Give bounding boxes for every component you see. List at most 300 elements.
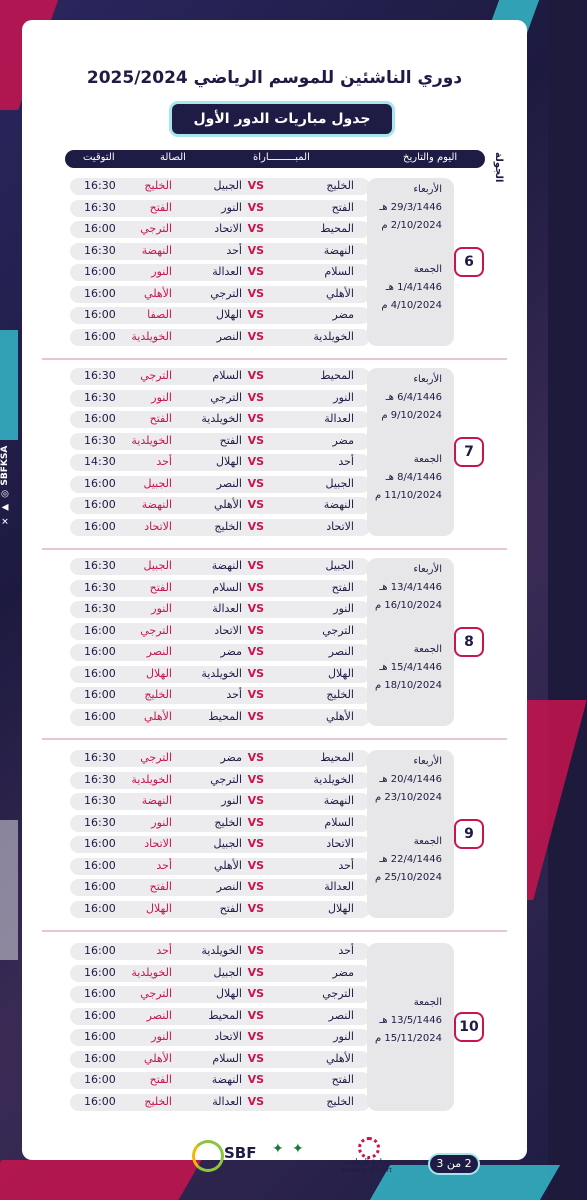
match-team-home: العدالة [324, 412, 354, 425]
match-row [70, 454, 370, 471]
match-team-home: الترجي [322, 987, 354, 1000]
round-date-box [367, 943, 454, 1111]
match-row [70, 558, 370, 575]
footer-logos [172, 1135, 402, 1175]
match-team-home: الخويلدية [313, 329, 354, 343]
match-time: 16:00 [84, 519, 116, 533]
match-row [70, 601, 370, 618]
match-row [70, 1051, 370, 1068]
match-venue: النور [151, 265, 172, 278]
match-team-away: الفتح [219, 433, 242, 447]
match-row [70, 390, 370, 407]
match-team-away: الهلال [215, 455, 242, 468]
match-team-away: الخليج [214, 815, 242, 829]
match-team-away: الخويلدية [201, 666, 242, 680]
page-subtitle: جدول مباريات الدور الأول [193, 111, 371, 127]
match-row [70, 178, 370, 195]
match-row [70, 858, 370, 875]
round-date-box [367, 750, 454, 918]
match-team-away: الأهلي [214, 498, 242, 511]
match-team-away: مضر [220, 645, 242, 658]
vs-label: VS [247, 666, 264, 680]
match-team-away: العدالة [212, 265, 242, 278]
match-row [70, 879, 370, 896]
round-date-line: 2/10/2024 م [381, 220, 442, 231]
match-row [70, 307, 370, 324]
round-separator [42, 358, 507, 360]
round-date-line: الجمعة [413, 644, 442, 655]
match-team-home: مضر [332, 433, 354, 447]
match-team-away: النهضة [211, 559, 242, 572]
match-row [70, 243, 370, 260]
match-row [70, 1072, 370, 1089]
round-number-badge: 8 [454, 627, 484, 657]
round-date-line: 1/4/1446 هـ [385, 282, 442, 293]
round-date-box [367, 558, 454, 726]
match-time: 16:00 [84, 1073, 116, 1086]
round-date-line: 29/3/1446 هـ [379, 202, 442, 213]
round-date-line: 6/4/1446 هـ [385, 392, 442, 403]
match-row [70, 623, 370, 640]
match-team-away: الفتح [219, 901, 242, 915]
match-time: 16:00 [84, 265, 116, 278]
vs-label: VS [247, 688, 264, 701]
vs-label: VS [247, 179, 264, 192]
match-team-home: الأهلي [326, 1051, 354, 1065]
match-time: 16:00 [84, 308, 116, 321]
round-date-line: 4/10/2024 م [381, 300, 442, 311]
palm-swords-icon: ✦ [292, 1141, 304, 1157]
match-team-away: الجبيل [213, 837, 242, 850]
match-time: 16:30 [84, 433, 116, 447]
match-team-home: السلام [324, 815, 354, 829]
match-time: 16:00 [84, 329, 116, 343]
vs-label: VS [247, 308, 264, 321]
match-time: 16:00 [84, 709, 116, 723]
match-time: 16:00 [84, 498, 116, 511]
round-date-box [367, 178, 454, 346]
round-date-line: 23/10/2024 م [374, 792, 442, 803]
match-row [70, 709, 370, 726]
match-time: 16:30 [84, 772, 116, 786]
vs-label: VS [247, 837, 264, 850]
match-time: 16:00 [84, 901, 116, 915]
header-round: الجولة [493, 152, 504, 183]
match-team-home: الفتح [331, 580, 354, 594]
match-team-away: الخويلدية [201, 944, 242, 957]
vs-label: VS [247, 476, 264, 490]
match-team-away: الاتحاد [214, 222, 242, 235]
round-date-line: الجمعة [413, 264, 442, 275]
match-time: 16:00 [84, 476, 116, 490]
match-row [70, 200, 370, 217]
match-team-away: الترجي [210, 286, 242, 300]
vs-label: VS [247, 286, 264, 300]
page-indicator: 2 من 3 [430, 1155, 478, 1173]
match-venue: الجبيل [143, 559, 172, 572]
match-team-away: الخليج [214, 519, 242, 533]
vs-label: VS [247, 498, 264, 511]
youtube-icon: ▶ [0, 501, 10, 512]
round-date-line: 16/10/2024 م [374, 600, 442, 611]
match-team-away: الترجي [210, 772, 242, 786]
match-time: 16:00 [84, 1008, 116, 1022]
match-row [70, 666, 370, 683]
match-venue: الأهلي [144, 1051, 172, 1065]
round-number-badge: 9 [454, 819, 484, 849]
olympic-logos [272, 1141, 312, 1169]
match-venue: الهلال [145, 901, 172, 915]
subtitle-banner [172, 104, 392, 134]
vs-label: VS [247, 1094, 264, 1108]
match-team-away: النهضة [211, 1073, 242, 1086]
vs-label: VS [247, 369, 264, 382]
match-venue: الفتح [149, 412, 172, 425]
match-team-home: الجبيل [325, 559, 354, 572]
match-team-home: المحيط [320, 751, 354, 764]
round-date-line: الجمعة [413, 454, 442, 465]
match-team-away: النصر [216, 329, 242, 343]
match-row [70, 329, 370, 346]
match-team-home: أحد [338, 455, 354, 468]
match-team-home: الفتح [331, 200, 354, 214]
match-time: 16:00 [84, 944, 116, 957]
match-time: 16:30 [84, 815, 116, 829]
round-date-line: 15/11/2024 م [374, 1033, 442, 1044]
round-date-line: الأربعاء [413, 184, 442, 195]
match-team-away: الاتحاد [214, 623, 242, 637]
page-title: دوري الناشئين للموسم الرياضي 2025/2024 [86, 68, 463, 88]
vs-label: VS [247, 602, 264, 615]
vs-label: VS [247, 433, 264, 447]
round-separator [42, 738, 507, 740]
vs-label: VS [247, 815, 264, 829]
match-team-home: النهضة [323, 243, 354, 257]
match-team-home: الهلال [327, 666, 354, 680]
round-date-line: 13/4/1446 هـ [379, 582, 442, 593]
match-venue: الفتح [149, 880, 172, 893]
header-match: المبـــــــــاراة [253, 152, 310, 163]
vs-label: VS [247, 455, 264, 468]
match-row [70, 519, 370, 536]
match-venue: الصفا [147, 308, 172, 321]
vs-label: VS [247, 329, 264, 343]
vs-label: VS [247, 709, 264, 723]
match-row [70, 580, 370, 597]
decor-stripe [0, 330, 18, 440]
match-team-home: الترجي [322, 623, 354, 637]
vs-label: VS [247, 772, 264, 786]
instagram-icon: ◎ [0, 488, 10, 499]
vs-label: VS [247, 222, 264, 235]
match-team-home: النور [333, 602, 354, 615]
match-team-home: الخويلدية [313, 772, 354, 786]
match-time: 16:00 [84, 1051, 116, 1065]
match-time: 16:00 [84, 222, 116, 235]
match-team-home: مضر [332, 308, 354, 321]
match-row [70, 411, 370, 428]
match-team-home: النهضة [323, 794, 354, 807]
social-handle [0, 440, 22, 530]
match-row [70, 901, 370, 918]
round-date-line: الجمعة [413, 997, 442, 1008]
match-team-away: العدالة [212, 602, 242, 615]
header-venue: الصالة [160, 152, 186, 163]
match-team-home: الأهلي [326, 286, 354, 300]
match-row [70, 286, 370, 303]
vs-label: VS [247, 880, 264, 893]
match-venue: النهضة [141, 498, 172, 511]
match-venue: الترجي [140, 369, 172, 382]
match-team-away: النور [221, 794, 242, 807]
match-team-away: الترجي [210, 390, 242, 404]
match-team-away: السلام [212, 580, 242, 594]
match-team-home: الخليج [326, 179, 354, 192]
match-venue: الاتحاد [144, 519, 172, 533]
round-date-line: 18/10/2024 م [374, 680, 442, 691]
match-venue: أحد [156, 455, 172, 468]
vs-label: VS [247, 390, 264, 404]
vs-label: VS [247, 200, 264, 214]
match-team-away: النصر [216, 880, 242, 893]
vs-label: VS [247, 623, 264, 637]
match-row [70, 750, 370, 767]
match-team-home: الاتحاد [326, 519, 354, 533]
vs-label: VS [247, 965, 264, 979]
match-team-home: النهضة [323, 498, 354, 511]
match-row [70, 943, 370, 960]
match-row [70, 368, 370, 385]
vs-label: VS [247, 580, 264, 594]
match-time: 14:30 [84, 455, 116, 468]
round-date-line: الأربعاء [413, 374, 442, 385]
match-team-home: النصر [328, 1008, 354, 1022]
match-time: 16:30 [84, 602, 116, 615]
match-team-home: الجبيل [325, 476, 354, 490]
schedule-panel [22, 20, 527, 1174]
match-team-away: أحد [226, 243, 242, 257]
match-venue: الترجي [140, 222, 172, 235]
vs-label: VS [247, 858, 264, 872]
vs-label: VS [247, 901, 264, 915]
ministry-logo [332, 1137, 402, 1173]
match-venue: الخليج [144, 179, 172, 192]
header-time: التوقيت [83, 152, 115, 163]
match-row [70, 965, 370, 982]
round-separator [42, 930, 507, 932]
round-date-line: 8/4/1446 هـ [385, 472, 442, 483]
match-row [70, 221, 370, 238]
match-time: 16:30 [84, 369, 116, 382]
match-venue: الأهلي [144, 709, 172, 723]
match-time: 16:00 [84, 837, 116, 850]
round-date-line: 15/4/1446 هـ [379, 662, 442, 673]
match-team-away: الاتحاد [214, 1030, 242, 1043]
round-date-line: 13/5/1446 هـ [379, 1015, 442, 1026]
header-date: اليوم والتاريخ [403, 152, 458, 163]
match-venue: النور [151, 1030, 172, 1043]
vs-label: VS [247, 987, 264, 1000]
match-venue: الخويلدية [131, 965, 172, 979]
match-venue: النصر [146, 645, 172, 658]
match-time: 16:00 [84, 1094, 116, 1108]
match-team-away: السلام [212, 369, 242, 382]
match-venue: النهضة [141, 794, 172, 807]
match-team-home: الاتحاد [326, 837, 354, 850]
match-venue: الترجي [140, 987, 172, 1000]
match-time: 16:00 [84, 1030, 116, 1043]
match-venue: الخليج [144, 1094, 172, 1108]
vs-label: VS [247, 243, 264, 257]
match-team-away: أحد [226, 688, 242, 701]
vs-label: VS [247, 751, 264, 764]
match-team-away: المحيط [208, 1008, 242, 1022]
match-team-home: العدالة [324, 880, 354, 893]
round-date-line: 11/10/2024 م [374, 490, 442, 501]
match-team-home: النور [333, 1030, 354, 1043]
round-date-box [367, 368, 454, 536]
match-row [70, 1094, 370, 1111]
match-team-away: الخويلدية [201, 412, 242, 425]
sbf-ball-icon [192, 1140, 224, 1172]
match-venue: النور [151, 815, 172, 829]
sbf-text: SBF [224, 1144, 257, 1162]
match-time: 16:30 [84, 390, 116, 404]
x-icon: ✕ [0, 514, 10, 525]
match-time: 16:00 [84, 645, 116, 658]
match-time: 16:00 [84, 965, 116, 979]
match-venue: الخويلدية [131, 772, 172, 786]
match-row [70, 264, 370, 281]
match-team-away: الأهلي [214, 858, 242, 872]
round-number-badge: 10 [454, 1012, 484, 1042]
decor-stripe [0, 820, 18, 960]
match-team-away: العدالة [212, 1094, 242, 1108]
match-venue: أحد [156, 858, 172, 872]
match-time: 16:30 [84, 794, 116, 807]
round-separator [42, 548, 507, 550]
match-time: 16:30 [84, 559, 116, 572]
round-date-line: الجمعة [413, 836, 442, 847]
round-date-line: 9/10/2024 م [381, 410, 442, 421]
match-team-away: النور [221, 200, 242, 214]
ministry-name: وزارة الرياضة [344, 1157, 390, 1166]
vs-label: VS [247, 559, 264, 572]
match-row [70, 476, 370, 493]
match-team-home: الهلال [327, 901, 354, 915]
match-time: 16:00 [84, 623, 116, 637]
match-time: 16:00 [84, 688, 116, 701]
vs-label: VS [247, 1008, 264, 1022]
match-venue: الترجي [140, 623, 172, 637]
round-number-badge: 7 [454, 437, 484, 467]
match-row [70, 433, 370, 450]
vs-label: VS [247, 944, 264, 957]
round-date-line: الأربعاء [413, 756, 442, 767]
round-number-badge: 6 [454, 247, 484, 277]
match-row [70, 687, 370, 704]
match-venue: الهلال [145, 666, 172, 680]
match-team-away: النصر [216, 476, 242, 490]
social-handle-text: SBFKSA [0, 445, 10, 486]
match-team-away: الجبيل [213, 965, 242, 979]
match-row [70, 644, 370, 661]
vs-label: VS [247, 412, 264, 425]
sbf-logo [192, 1140, 257, 1170]
match-team-away: السلام [212, 1051, 242, 1065]
match-venue: الجبيل [143, 476, 172, 490]
match-venue: الخليج [144, 688, 172, 701]
match-team-home: الأهلي [326, 709, 354, 723]
palm-swords-icon: ✦ [272, 1141, 284, 1157]
vs-label: VS [247, 794, 264, 807]
vs-label: VS [247, 645, 264, 658]
vs-label: VS [247, 1030, 264, 1043]
match-team-home: الفتح [331, 1073, 354, 1086]
match-venue: النهضة [141, 243, 172, 257]
match-time: 16:30 [84, 751, 116, 764]
match-team-home: المحيط [320, 369, 354, 382]
match-team-home: السلام [324, 265, 354, 278]
match-time: 16:00 [84, 666, 116, 680]
match-venue: الفتح [149, 200, 172, 214]
vs-label: VS [247, 519, 264, 533]
vs-label: VS [247, 265, 264, 278]
match-row [70, 497, 370, 514]
vs-label: VS [247, 1073, 264, 1086]
match-row [70, 836, 370, 853]
match-time: 16:30 [84, 179, 116, 192]
match-time: 16:30 [84, 200, 116, 214]
match-team-away: الجبيل [213, 179, 242, 192]
match-team-home: الخليج [326, 1094, 354, 1108]
match-time: 16:00 [84, 412, 116, 425]
match-row [70, 793, 370, 810]
round-date-line: 22/4/1446 هـ [379, 854, 442, 865]
table-header [65, 150, 485, 168]
match-venue: النور [151, 390, 172, 404]
match-venue: النور [151, 602, 172, 615]
match-time: 16:30 [84, 580, 116, 594]
match-venue: الفتح [149, 1073, 172, 1086]
match-team-away: مضر [220, 751, 242, 764]
match-team-home: مضر [332, 965, 354, 979]
match-time: 16:30 [84, 243, 116, 257]
match-venue: النصر [146, 1008, 172, 1022]
ministry-emblem-icon [358, 1137, 380, 1159]
match-team-home: النصر [328, 645, 354, 658]
match-time: 16:00 [84, 880, 116, 893]
match-time: 16:00 [84, 858, 116, 872]
match-row [70, 772, 370, 789]
match-venue: الترجي [140, 751, 172, 764]
match-venue: أحد [156, 944, 172, 957]
match-venue: الاتحاد [144, 837, 172, 850]
match-team-away: الهلال [215, 987, 242, 1000]
match-venue: الخويلدية [131, 433, 172, 447]
round-date-line: 25/10/2024 م [374, 872, 442, 883]
round-date-line: الأربعاء [413, 564, 442, 575]
match-venue: الخويلدية [131, 329, 172, 343]
round-date-line: 20/4/1446 هـ [379, 774, 442, 785]
match-team-away: الهلال [215, 308, 242, 321]
match-row [70, 986, 370, 1003]
match-team-home: المحيط [320, 222, 354, 235]
match-team-home: أحد [338, 944, 354, 957]
match-row [70, 815, 370, 832]
match-row [70, 1029, 370, 1046]
match-team-home: النور [333, 390, 354, 404]
